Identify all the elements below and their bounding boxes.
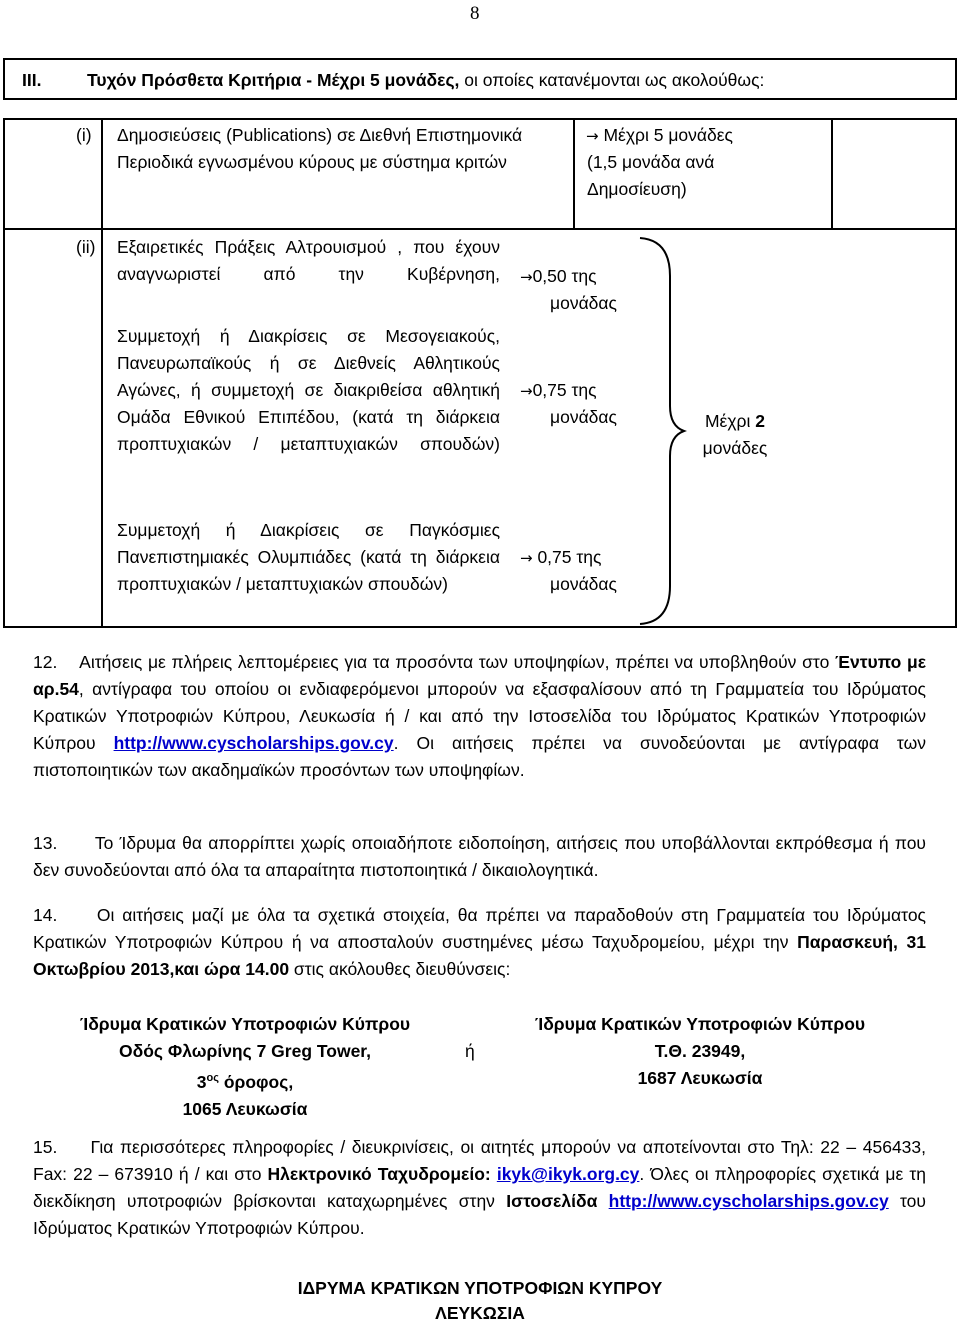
paragraph-15-text-b: . Όλες οι πληροφορίες σχετικά με τη διεκδίκηση υποτροφιών βρίσκονται καταχωρημένες στην (33, 1164, 927, 1211)
table-divider-row1 (573, 118, 575, 230)
arrow-icon: → (586, 127, 599, 145)
section-title-rest: οι οποίες κατανέμονται ως ακολούθως: (459, 70, 765, 90)
paragraph-13-text: Το Ίδρυμα θα απορρίπτει χωρίς οποιαδήποτε ειδοποίηση, αιτήσεις που υποβάλλονται εκπρόθεσμα ή που δεν συνοδεύονται από όλα τα απαραίτητα πιστοποιητικά / δικαιολογητικά. (33, 833, 926, 880)
row2-number: (ii) (76, 237, 96, 257)
cyscholarships-link-2[interactable]: http://www.cyscholarships.gov.cy (608, 1191, 889, 1211)
row2-max (700, 408, 770, 435)
paragraph-12-text-c: . Οι αιτήσεις πρέπει να συνοδεύονται με αντίγραφα των πιστοποιητικών των ακαδημαϊκών προσόντων των υποψηφίων. (33, 733, 926, 780)
row2-item3-unit: μονάδας (550, 574, 617, 594)
paragraph-14-text-a: Οι αιτήσεις μαζί με όλα τα σχετικά στοιχεία, θα πρέπει να παραδοθούν στη Γραμματεία του Ιδρύματος Κρατικών Υποτροφιών Κύπρου ή να αποσταλούν συστημένες μέσω Ταχυδρομείου, μέχρι την (33, 905, 926, 952)
address-left-line1: Ίδρυμα Κρατικών Υποτροφιών Κύπρου (79, 1014, 411, 1034)
right-brace-icon (630, 236, 690, 626)
paragraph-15-email-label: Ηλεκτρονικό Ταχυδρομείο: (267, 1164, 491, 1184)
paragraph-14 (33, 902, 926, 983)
row2-max-prefix: Μέχρι (704, 411, 756, 431)
row2-item3-points-value: 0,75 της (537, 547, 602, 567)
row2-item2-points-value: 0,75 της (532, 380, 597, 400)
paragraph-12-number: 12. (33, 652, 58, 672)
row1-points-line3: Δημοσίευση) (587, 179, 687, 199)
row1-text: Δημοσιεύσεις (Publications) σε Διεθνή Επιστημονικά Περιοδικά εγνωσμένου κύρους με σύστημα κριτών (117, 125, 523, 172)
paragraph-15 (33, 1134, 926, 1242)
row2-item1-points-value: 0,50 της (532, 266, 597, 286)
address-left-floor-sup: ος (206, 1072, 219, 1084)
cyscholarships-link[interactable]: http://www.cyscholarships.gov.cy (113, 733, 394, 753)
address-left (50, 1011, 440, 1123)
address-right-line1: Ίδρυμα Κρατικών Υποτροφιών Κύπρου (534, 1014, 866, 1034)
paragraph-14-text-b: στις ακόλουθες διευθύνσεις: (289, 959, 511, 979)
row2-item2-text: Συμμετοχή ή Διακρίσεις σε Μεσογειακούς, Πανευρωπαϊκούς ή σε Διεθνείς Αθλητικούς Αγώνες, ή συμμετοχή σε διακριθείσα αθλητική Ομάδα Εθνικού Επιπέδου, (κατά τη διάρκεια προπτυχιακών / μεταπτυχιακών σπουδών) (117, 326, 500, 454)
email-link[interactable]: ikyk@ikyk.org.cy (496, 1164, 640, 1184)
arrow-icon: → (520, 268, 533, 286)
row1-points-line2: (1,5 μονάδα ανά (587, 152, 715, 172)
row2-max-unit: μονάδες (702, 438, 768, 458)
row2-item1-text: Εξαιρετικές Πράξεις Αλτρουισμού , που έχουν αναγνωριστεί από την Κυβέρνηση, (117, 237, 500, 284)
paragraph-14-number: 14. (33, 905, 58, 925)
section-title (87, 67, 764, 94)
paragraph-15-text-c: του Ιδρύματος Κρατικών Υποτροφιών Κύπρου. (33, 1191, 926, 1238)
row1-points (586, 122, 733, 150)
paragraph-14-deadline: Παρασκευή, 31 Οκτωβρίου 2013,και ώρα 14.00 (33, 932, 926, 979)
row2-max-value: 2 (755, 411, 765, 431)
table-divider-num (101, 118, 103, 628)
address-right-line2: Τ.Θ. 23949, (654, 1041, 746, 1061)
row2-item1-points (520, 263, 597, 291)
table-divider-row1-right (831, 118, 833, 230)
section-title-bold: Τυχόν Πρόσθετα Κριτήρια - Μέχρι 5 μονάδες, (87, 70, 460, 90)
row2-item3-points (520, 544, 601, 572)
paragraph-12 (33, 649, 926, 784)
address-right-line3: 1687 Λευκωσία (637, 1068, 763, 1088)
address-left-line4: 1065 Λευκωσία (182, 1098, 308, 1119)
footer-line1: ΙΔΡΥΜΑ ΚΡΑΤΙΚΩΝ ΥΠΟΤΡΟΦΙΩΝ ΚΥΠΡΟΥ (297, 1278, 663, 1298)
address-left-floor-num: 3 (196, 1071, 207, 1092)
paragraph-15-website-label: Ιστοσελίδα (506, 1191, 598, 1211)
paragraph-13 (33, 830, 926, 884)
paragraph-15-number: 15. (33, 1137, 58, 1157)
arrow-icon: → (520, 382, 533, 400)
paragraph-12-text-a: Αιτήσεις με πλήρεις λεπτομέρειες για τα προσόντα των υποψηφίων, πρέπει να υποβληθούν στο (79, 652, 836, 672)
row2-item3-text: Συμμετοχή ή Διακρίσεις σε Παγκόσμιες Πανεπιστημιακές Ολυμπιάδες (κατά τη διάρκεια προπτυχιακών / μεταπτυχιακών σπουδών) (117, 520, 500, 594)
row2-item1-unit: μονάδας (550, 293, 617, 313)
address-or: ή (465, 1041, 475, 1061)
paragraph-15-text-a: Για περισσότερες πληροφορίες / διευκρινίσεις, οι αιτητές μπορούν να αποτείνονται στο Τηλ: 22 – 456433, Fax: 22 – 673910 ή / και στο (33, 1137, 927, 1184)
row1-points-line1: Μέχρι 5 μονάδες (603, 125, 733, 145)
table-row-separator (3, 228, 957, 230)
paragraph-12-form-ref: Έντυπο με αρ.54 (33, 652, 926, 699)
page-number: 8 (470, 3, 480, 24)
paragraph-13-number: 13. (33, 833, 58, 853)
footer-line2: ΛΕΥΚΩΣΙΑ (435, 1303, 525, 1323)
row1-number: (i) (76, 125, 92, 145)
paragraph-12-text-b: , αντίγραφα του οποίου οι ενδιαφερόμενοι μπορούν να εξασφαλίσουν από τη Γραμματεία του Ιδρύματος Κρατικών Υποτροφιών Κύπρου, Λευκωσία ή / και από την Ιστοσελίδα του Ιδρύματος Κρατικών Υποτροφιών Κύπρου (33, 679, 926, 753)
arrow-icon: → (520, 549, 533, 567)
row2-item2-points (520, 377, 597, 405)
section-number: III. (22, 70, 42, 90)
address-left-line3 (50, 1065, 440, 1096)
address-right (505, 1011, 895, 1092)
row2-item2-unit: μονάδας (550, 407, 617, 427)
address-left-line2: Οδός Φλωρίνης 7 Greg Tower, (118, 1041, 372, 1061)
address-left-floor-text: όροφος, (218, 1071, 294, 1092)
